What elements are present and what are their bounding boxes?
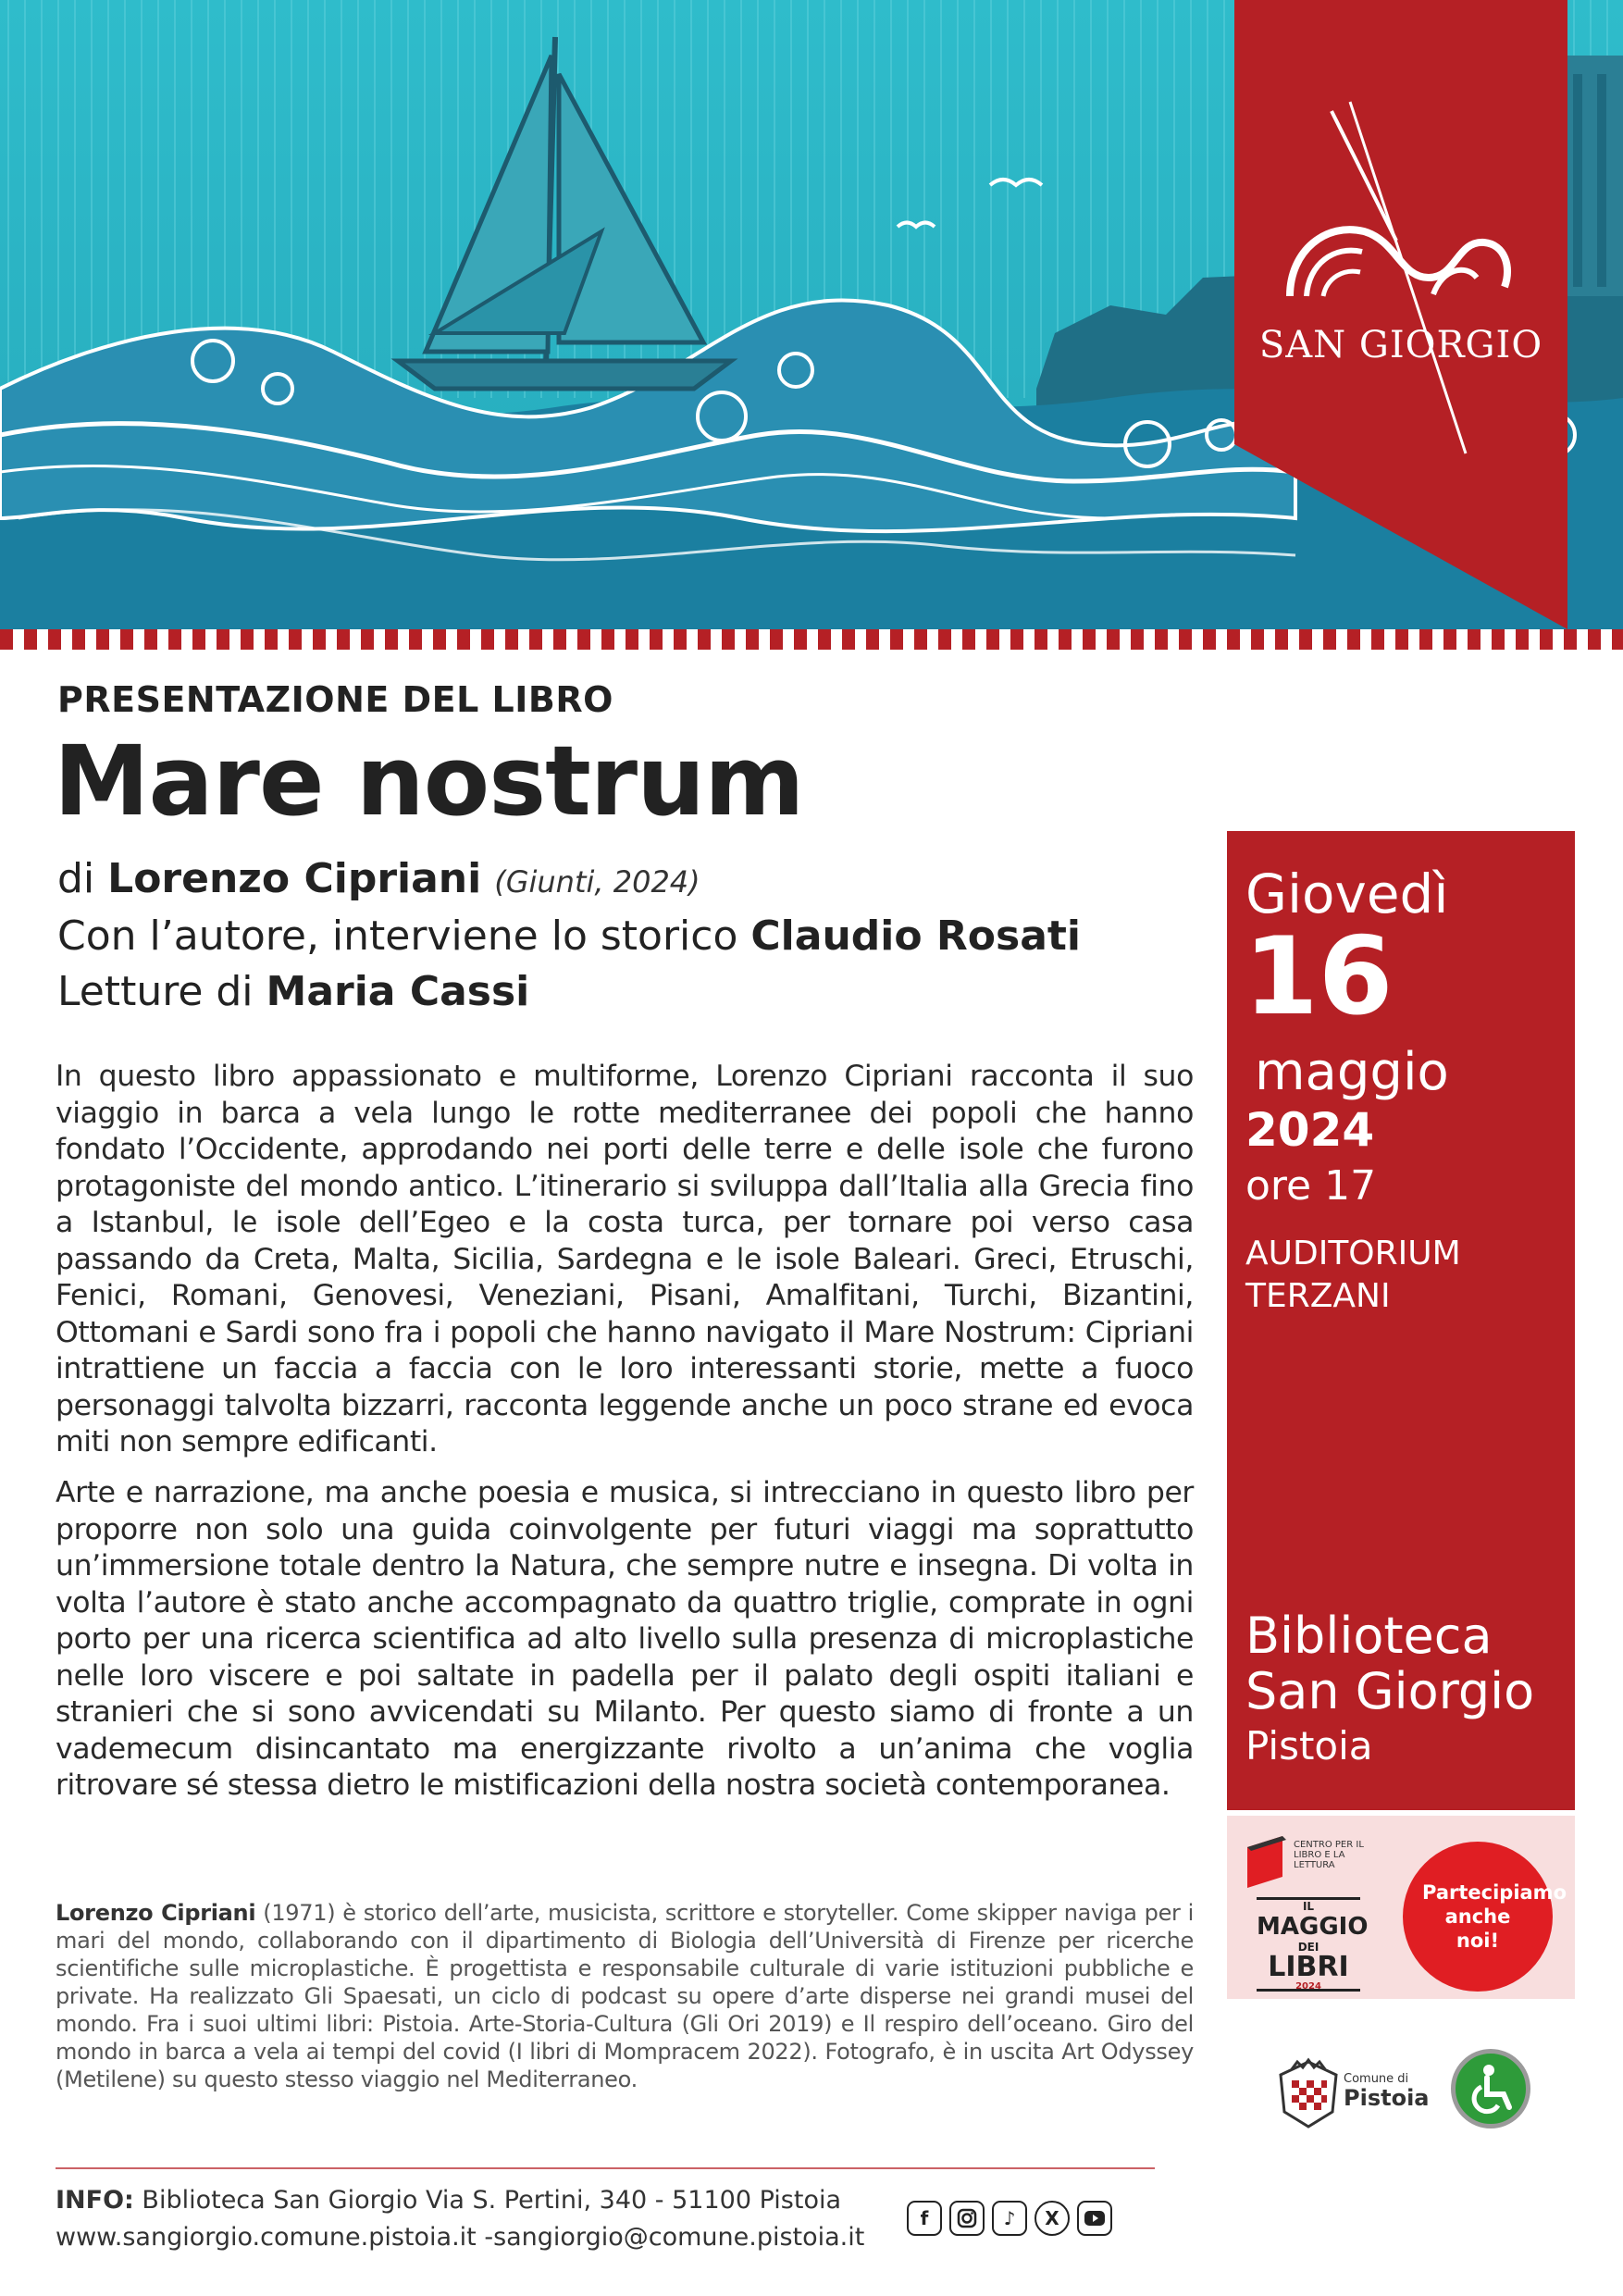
footer-divider: [56, 2167, 1155, 2169]
participation-badge: Partecipiamo anche noi!: [1403, 1842, 1553, 1992]
event-time: ore 17: [1245, 1162, 1377, 1210]
wheelchair-accessibility-icon: [1451, 2049, 1530, 2128]
brand-flag: [1234, 0, 1567, 629]
library-line-1: Biblioteca: [1245, 1607, 1493, 1665]
event-weekday: Giovedì: [1245, 863, 1449, 925]
centro-libro-text: CENTRO PER IL LIBRO E LA LETTURA: [1294, 1840, 1364, 1870]
tiktok-icon[interactable]: ♪: [992, 2201, 1027, 2236]
event-day: 16: [1244, 914, 1394, 1039]
library-line-2: San Giorgio: [1245, 1662, 1535, 1720]
event-month: maggio: [1255, 1042, 1449, 1102]
byline: di Lorenzo Cipriani (Giunti, 2024): [57, 855, 700, 902]
youtube-icon[interactable]: [1077, 2201, 1112, 2236]
brand-name: SAN GIORGIO: [1258, 324, 1543, 366]
guest-line: Con l’autore, interviene lo storico Claudio Rosati: [57, 912, 1081, 960]
x-icon[interactable]: X: [1035, 2201, 1070, 2236]
comune-pistoia-crest-icon: [1271, 2056, 1345, 2130]
guest-name: Claudio Rosati: [750, 912, 1081, 960]
instagram-icon[interactable]: [949, 2201, 985, 2236]
event-year: 2024: [1245, 1103, 1375, 1157]
publisher: (Giunti, 2024): [494, 864, 700, 900]
description-paragraph-2: Arte e narrazione, ma anche poesia e musica, si intrecciano in questo libro per proporre non solo una guida coinvolgente per futuri viaggi ma soprattutto un’immersione totale dentro la Natura, che sempre nutre e insegna. Di volta in volta l’autore è stato anche accompagnato da quattro triglie, comprate in ogni porto per una ricerca scientifica ad alto livello sulla presenza di microplastiche nelle loro viscere e poi saltate in padella per il palato degli ospiti italiani e stranieri che si sono avvicendati su Milanto. Per questo siamo di fronte a un vademecum disincantato ma energizzante rivolto a un’anima che voglia ritrovare sé stessa dietro le mistificazioni della nostra società contemporanea.: [56, 1476, 1194, 1802]
comune-pistoia-text: Comune di Pistoia: [1344, 2072, 1430, 2111]
author-bio: Lorenzo Cipriani (1971) è storico dell’arte, musicista, scrittore e storyteller. Come skipper naviga per i mari del mondo, collaborando con il dipartimento di Biologia dell’Università di Firenze per ricerche scientifiche sulle microplastiche. È progettista e responsabile culturale di varie istituzioni pubbliche e private. Ha realizzato Gli Spaesati, un ciclo di podcast su opere d’arte disperse nei grandi musei del mondo. Fra i suoi ultimi libri: Pistoia. Arte-Storia-Cultura (Gli Ori 2019) e Il respiro dell’oceano. Giro del mondo in barca a vela ai tempi del covid (I libri di Mompracem 2022). Fotografo, è in uscita Art Odyssey (Metilene) su questo stesso viaggio nel Mediterraneo.: [56, 1900, 1194, 2092]
info-contacts[interactable]: www.sangiorgio.comune.pistoia.it -sangiorgio@comune.pistoia.it: [56, 2223, 865, 2252]
book-title: Mare nostrum: [54, 725, 804, 838]
venue-line-1: AUDITORIUM: [1245, 1235, 1461, 1272]
decorative-stripe: [0, 629, 1623, 650]
facebook-icon[interactable]: f: [907, 2201, 942, 2236]
author-name: Lorenzo Cipriani: [107, 855, 482, 902]
event-kicker: PRESENTAZIONE DEL LIBRO: [57, 679, 613, 720]
info-address: INFO: Biblioteca San Giorgio Via S. Pertini, 340 - 51100 Pistoia: [56, 2186, 842, 2215]
readings-line: Letture di Maria Cassi: [57, 968, 530, 1015]
description-paragraph-1: In questo libro appassionato e multiforme, Lorenzo Cipriani racconta il suo viaggio in barca a vela lungo le rotte mediterranee dei popoli che hanno fondato l’Occidente, approdando nei porti delle terre e delle isole che furono protagoniste del mondo antico. L’itinerario si sviluppa dall’Italia alla Grecia fino a Istanbul, le isole dell’Egeo e la costa turca, per tornare poi verso casa passando da Creta, Malta, Sicilia, Sardegna e le isole Baleari. Greci, Etruschi, Fenici, Romani, Genovesi, Veneziani, Pisani, Amalfitani, Turchi, Bizantini, Ottomani e Sardi sono fra i popoli che hanno navigato il Mare Nostrum: Cipriani intrattiene un faccia a faccia con le loro interessanti storie, mette a fuoco personaggi talvolta bizzarri, racconta leggende anche un poco strane ed evoca miti non sempre edificanti.: [56, 1060, 1194, 1458]
maggio-dei-libri-logo: IL MAGGIO DEI LIBRI 2024: [1257, 1897, 1360, 1992]
library-city: Pistoia: [1245, 1723, 1373, 1769]
reader-name: Maria Cassi: [266, 968, 530, 1015]
venue-line-2: TERZANI: [1245, 1277, 1391, 1315]
bio-author-name: Lorenzo Cipriani: [56, 1900, 256, 1926]
